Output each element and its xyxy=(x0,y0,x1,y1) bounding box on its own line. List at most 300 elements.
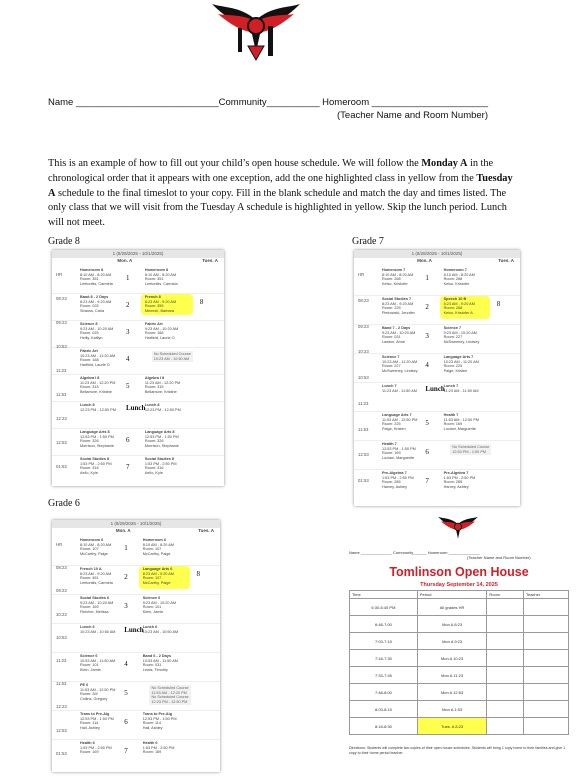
monday-class-line: Room: 227 xyxy=(382,364,401,369)
monday-class-line: Kelso, Kristofer xyxy=(382,281,408,286)
tuesday-class-line: Room: 268 xyxy=(443,306,463,311)
time-slot: 12:53 xyxy=(358,452,369,458)
row-divider xyxy=(52,739,220,740)
monday-class-line: 10:23 AM - 11:20 AM xyxy=(80,353,116,358)
tuesday-class-line: 10:23 AM - 10:50 AM xyxy=(142,629,179,634)
tuesday-class-line: Science 7 xyxy=(443,326,462,330)
time-slot: 12:23 xyxy=(56,704,67,710)
monday-class-line: Aello, Kyle xyxy=(80,470,98,475)
oh-period: All grades HR xyxy=(417,599,486,616)
tuesday-class-line: 12:53 PM - 1:50 PM xyxy=(142,716,177,721)
row-divider xyxy=(354,440,520,441)
highlight-number: 8 xyxy=(496,300,501,308)
time-slot: 12:23 xyxy=(56,416,67,421)
time-slot: 12:53 xyxy=(56,727,67,733)
period-number: 3 xyxy=(125,328,130,336)
monday-class-line: Social Studies 8 xyxy=(80,457,110,461)
tuesday-class-line: McCarthy, Paige xyxy=(142,551,171,556)
time-slot: 08:23 xyxy=(358,297,369,303)
time-slot: 09:23 xyxy=(358,323,369,329)
time-slot: 01:53 xyxy=(56,464,67,469)
tuesday-class-line: Language Arts 7 xyxy=(443,355,474,359)
oh-title: Tomlinson Open House xyxy=(389,565,529,579)
monday-class-line: Band 7 - 2 Days xyxy=(382,326,411,330)
time-slot: 09:23 xyxy=(56,588,67,594)
time-slot: 11:23 xyxy=(56,368,67,373)
tuesday-class-line: Room: 316 xyxy=(144,466,164,471)
row-divider xyxy=(354,469,520,470)
monday-class-line: Morrison, Stephanie xyxy=(80,443,114,448)
monday-class-line: Language Arts 8 xyxy=(80,430,110,434)
monday-class-line: Science 7 xyxy=(382,355,400,359)
tuesday-class xyxy=(145,295,176,313)
tuesday-class-line: Bellamore, Kristine xyxy=(144,389,177,394)
row-divider xyxy=(52,565,220,566)
tuesday-class-line: Homeroom 7 xyxy=(443,268,467,272)
period-number: 2 xyxy=(125,301,130,309)
tuesday-class-line: 8:10 AM - 8:20 AM xyxy=(142,542,174,547)
period-number: 5 xyxy=(124,689,128,697)
tuesday-class xyxy=(143,596,176,614)
instructions-paragraph: This is an example of how to fill out your child’s open house schedule. We will follow the Monday A in the chronological order that it appears with one exception, add the one highlighted class in yellow from the Tuesday A schedule to the final timeslot to your copy. Fill in the blank schedule and match the day and times listed. The only class that we will visit from the Tuesday A schedule is highlighted in yellow. Skip the lunch period. Lunch will not meet. xyxy=(48,158,513,229)
monday-class xyxy=(80,654,115,672)
row-divider xyxy=(52,293,224,294)
monday-class-line: Room: 326 xyxy=(80,439,99,444)
time-slot: 11:23 xyxy=(358,400,369,406)
tuesday-class xyxy=(143,712,177,730)
monday-class xyxy=(382,297,415,315)
row-divider xyxy=(52,710,220,711)
oh-row xyxy=(350,599,569,616)
monday-class-line: Klein, Jamie xyxy=(80,667,101,672)
monday-class xyxy=(382,442,416,460)
ns-line: 11:53 AM - 12:20 PM xyxy=(151,690,187,695)
monday-class xyxy=(80,430,114,448)
oh-time: 6:48-7:00 xyxy=(350,616,418,633)
ns-line: 10:23 AM - 10:50 AM xyxy=(153,356,190,361)
tuesday-header: Tues. A xyxy=(202,258,218,263)
monday-class-line: Room: 351 xyxy=(80,277,99,282)
oh-teacher xyxy=(523,684,568,701)
oh-time: 8:03-8:15 xyxy=(350,701,418,718)
monday-class-line: Pre-Algebra 7 xyxy=(382,471,407,475)
time-slot: 11:53 xyxy=(56,681,67,687)
row-divider xyxy=(52,623,220,624)
period-number: 2 xyxy=(425,303,429,311)
lunch-label: Lunch xyxy=(425,385,445,393)
oh-name-line: Name ______________ Community______ Homeroom ______________ (Teacher Name and Room Number) xyxy=(349,550,531,560)
row-divider xyxy=(52,681,220,682)
monday-class xyxy=(80,457,112,475)
tuesday-class-line: Room: 315 xyxy=(144,385,164,390)
time-slot: 09:23 xyxy=(56,320,67,325)
tuesday-class-line: Harvey, Ashley xyxy=(443,484,469,489)
monday-class-line: Room: 451 xyxy=(80,576,99,581)
oh-room xyxy=(487,599,524,616)
oh-room xyxy=(487,684,524,701)
monday-class-line: McSweeney, Lindsey xyxy=(382,368,418,373)
tuesday-class-line: 11:23 AM - 11:50 AM xyxy=(443,388,479,393)
monday-class-line: Homeroom 6 xyxy=(80,538,104,542)
oh-teacher xyxy=(523,599,568,616)
tuesday-class-line: 1:53 PM - 2:50 PM xyxy=(144,461,177,466)
row-divider xyxy=(354,324,520,325)
tuesday-class-line: 1:53 PM - 2:50 PM xyxy=(142,745,175,750)
monday-class-line: Fletcher, Melissa xyxy=(80,609,109,614)
tuesday-class-line: Health 7 xyxy=(443,413,459,417)
monday-class-line: 12:23 PM - 12:50 PM xyxy=(80,407,116,412)
monday-class-line: Science 6 xyxy=(80,654,98,658)
row-divider xyxy=(52,374,224,375)
monday-class-line: Trans to Pre-Alg xyxy=(80,712,110,716)
oh-teacher xyxy=(523,616,568,633)
no-scheduled-course xyxy=(152,351,193,362)
tuesday-class-line: Room: 355 xyxy=(144,304,164,309)
monday-class xyxy=(382,471,414,489)
oh-period: Mon A 11:23 xyxy=(417,667,486,684)
tuesday-class-line: Social Studies 8 xyxy=(144,457,174,461)
row-divider xyxy=(52,428,224,429)
grade-7-schedule xyxy=(354,250,520,506)
period-number: 6 xyxy=(124,718,128,726)
tuesday-class-line: 8:23 AM - 9:20 AM xyxy=(142,571,174,576)
tuesday-class-line: 1:53 PM - 2:50 PM xyxy=(443,475,476,480)
tuesday-class-line: Lunch 6 xyxy=(142,625,158,629)
tuesday-class-line: 10:23 AM - 11:20 AM xyxy=(443,359,479,364)
tuesday-class xyxy=(143,741,175,755)
tuesday-class-line: 11:23 AM - 12:20 PM xyxy=(144,380,181,385)
monday-class-line: Social Studies 6 xyxy=(80,596,110,600)
time-slot: 11:53 xyxy=(56,392,67,397)
tuesday-class-line: Klein, Jamie xyxy=(142,609,164,614)
monday-class-line: 8:23 AM - 9:20 AM xyxy=(80,571,112,576)
tuesday-class-line: Language Arts 8 xyxy=(144,430,175,434)
time-slot: 11:23 xyxy=(56,658,67,663)
monday-class-line: Social Studies 7 xyxy=(382,297,412,301)
monday-class-line: Algebra I 8 xyxy=(80,376,100,380)
row-divider xyxy=(52,401,224,402)
grade-7-label: Grade 7 xyxy=(352,236,384,247)
tuesday-class-line: Room: 351 xyxy=(144,277,164,282)
monday-class-line: Room: 025 xyxy=(80,331,99,336)
tuesday-class-line: 8:10 AM - 8:20 AM xyxy=(443,272,475,277)
no-scheduled-course xyxy=(149,685,190,705)
monday-class-line: Bellamore, Kristine xyxy=(80,389,112,394)
tuesday-class-line: Room: 285 xyxy=(443,480,463,485)
monday-class-line: 10:23 AM - 11:20 AM xyxy=(382,359,418,364)
monday-class-line: Room: 107 xyxy=(80,547,99,552)
period-number: 7 xyxy=(425,477,429,485)
ns-line: No Scheduled Course xyxy=(151,686,189,690)
tuesday-class xyxy=(143,567,174,585)
period-number: 3 xyxy=(425,332,429,340)
tuesday-class-line: 12:53 PM - 1:50 PM xyxy=(144,434,179,439)
monday-class xyxy=(80,596,113,614)
monday-class xyxy=(382,326,415,344)
tuesday-class xyxy=(143,538,174,556)
monday-class-line: Leetonitis, Carmela xyxy=(80,281,113,286)
oh-period: Mon A 1:53 xyxy=(417,701,486,718)
tuesday-class-line: Room: 169 xyxy=(443,422,463,427)
schedule-term-bar: 1 (8/28/2025 - 10/1/2025) xyxy=(354,250,520,258)
tuesday-class-line: Lunch 7 xyxy=(443,384,459,388)
monday-class-line: 1:53 PM - 2:50 PM xyxy=(80,745,112,750)
period-number: 1 xyxy=(425,274,429,282)
teacher-note: (Teacher Name and Room Number) xyxy=(337,110,489,121)
school-eagle-logo-small xyxy=(435,516,481,544)
oh-time: 7:33-7:45 xyxy=(350,667,418,684)
tuesday-class-line: Menesh, Barbara xyxy=(144,308,175,313)
tuesday-class xyxy=(143,654,178,672)
monday-class-line: Luciani, Marguerite xyxy=(382,455,415,460)
time-slot: 10:53 xyxy=(358,375,369,381)
row-divider xyxy=(354,295,520,296)
tuesday-class-line: Pre-Algebra 7 xyxy=(443,471,469,475)
no-scheduled-course xyxy=(450,444,491,455)
period-number: 4 xyxy=(125,355,130,363)
time-slot: 10:23 xyxy=(358,349,369,355)
monday-class-line: Room: 285 xyxy=(382,480,401,485)
monday-class-line: Room: 169 xyxy=(382,451,401,456)
tuesday-class-line: 8:10 AM - 8:20 AM xyxy=(144,272,177,277)
row-divider xyxy=(52,652,220,653)
tuesday-class xyxy=(145,376,180,394)
monday-class-line: Lawton, Anne xyxy=(382,339,406,344)
tuesday-class-line: 11:53 AM - 12:50 PM xyxy=(443,417,480,422)
monday-class-line: Hall, Ashley xyxy=(80,725,100,730)
tuesday-class-line: McSweeney, Lindsey xyxy=(443,339,480,344)
tuesday-class xyxy=(444,297,475,315)
monday-class-line: 1:53 PM - 2:50 PM xyxy=(382,475,414,480)
tuesday-class-line: Room: 107 xyxy=(142,547,162,552)
monday-class xyxy=(80,567,113,585)
ns-line: 12:53 PM - 1:50 PM xyxy=(452,449,487,454)
monday-class-line: Room: 031 xyxy=(382,335,401,340)
monday-class-line: Fabric Art xyxy=(80,349,98,353)
monday-class-line: Harvey, Ashley xyxy=(382,484,408,489)
tuesday-class-line: French 8 xyxy=(144,295,161,299)
monday-class-line: Collins, Gregory xyxy=(80,696,108,701)
row-divider xyxy=(52,594,220,595)
oh-teacher xyxy=(523,718,568,735)
highlight-number: 8 xyxy=(196,570,200,578)
row-divider xyxy=(52,320,224,321)
tuesday-class-line: Health 6 xyxy=(142,741,158,745)
monday-class-line: Room: 169 xyxy=(80,750,99,755)
row-divider xyxy=(354,411,520,412)
oh-row xyxy=(350,616,569,633)
period-number: 4 xyxy=(124,660,128,668)
tuesday-class xyxy=(145,457,177,475)
monday-class-line: Room: 268 xyxy=(382,277,401,282)
time-slot: 08:23 xyxy=(56,296,67,301)
time-slot: 10:53 xyxy=(56,634,67,640)
tuesday-class-line: 9:23 AM - 10:20 AM xyxy=(142,600,177,605)
tuesday-class-line: 10:53 AM - 11:50 AM xyxy=(142,658,178,663)
tuesday-class-line: Kelso, Kristofer A xyxy=(443,310,473,315)
ns-line: No Scheduled Course xyxy=(151,695,189,700)
ns-line: 12:23 PM - 12:50 PM xyxy=(151,699,188,704)
grade-6-label: Grade 6 xyxy=(48,498,80,509)
oh-room xyxy=(487,718,524,735)
monday-class xyxy=(80,538,111,556)
monday-class-line: Room: 169 xyxy=(80,605,99,610)
monday-class-line: Room: 316 xyxy=(80,466,99,471)
monday-header: Mon. A xyxy=(417,258,432,263)
time-slot: 10:23 xyxy=(56,611,67,617)
monday-class-line: Room: 225 xyxy=(382,306,401,311)
oh-row xyxy=(350,718,569,735)
oh-directions: Directions: Students will complete two copies of their open house schedules. Students will bring 1 copy home to their families and give 1 copy to their home period teacher. xyxy=(349,746,566,755)
row-divider xyxy=(52,455,224,456)
schedule-term-bar: 1 (8/29/2025 - 10/1/2025) xyxy=(52,520,220,528)
monday-class-line: Leetonitis, Carmela xyxy=(80,580,113,585)
period-number: 3 xyxy=(124,602,128,610)
period-number: 5 xyxy=(425,419,429,427)
monday-class-line: 8:23 AM - 9:20 AM xyxy=(80,299,112,304)
row-divider xyxy=(354,353,520,354)
oh-time: 7:48-8:00 xyxy=(350,684,418,701)
tuesday-class-line: Science 6 xyxy=(142,596,161,600)
oh-period: Mon A 12:53 xyxy=(417,684,486,701)
tuesday-class-line: Language Arts 6 xyxy=(142,567,173,571)
monday-class xyxy=(80,625,115,634)
oh-row xyxy=(350,701,569,718)
monday-class xyxy=(80,349,115,367)
tuesday-class-line: Fabric Art xyxy=(144,322,163,326)
monday-class-line: Room: 168 xyxy=(80,358,99,363)
tuesday-class xyxy=(444,471,476,489)
monday-class-line: PE 6 xyxy=(80,683,89,687)
monday-class-line: Lunch 8 xyxy=(80,403,95,407)
oh-date: Thursday September 14, 2025 xyxy=(420,582,498,588)
monday-header: Mon. A xyxy=(115,528,131,533)
monday-class-line: Room: 315 xyxy=(80,385,99,390)
oh-time: 7:18-7:30 xyxy=(350,650,418,667)
monday-class-line: Strauss, Carla xyxy=(80,308,105,313)
tuesday-class-line: Room: 031 xyxy=(142,663,162,668)
monday-class-line: Band 8 - 2 Days xyxy=(80,295,109,299)
monday-class xyxy=(80,403,116,412)
monday-class-line: Harfield, Laurie O xyxy=(80,362,110,367)
monday-class-line: Health 7 xyxy=(382,442,397,446)
oh-teacher xyxy=(523,650,568,667)
tuesday-class-line: Algebra I 8 xyxy=(144,376,165,380)
oh-teacher xyxy=(523,633,568,650)
period-number: 2 xyxy=(124,573,128,581)
oh-time: 8:18-8:30 xyxy=(350,718,418,735)
oh-room xyxy=(487,650,524,667)
ns-line: No Scheduled Course xyxy=(153,352,191,356)
oh-room xyxy=(487,616,524,633)
monday-class-line: Science 8 xyxy=(80,322,98,326)
monday-class-line: 8:10 AM - 8:20 AM xyxy=(382,272,414,277)
monday-class-line: Lunch 6 xyxy=(80,625,95,629)
tuesday-class-line: 12:23 PM - 12:50 PM xyxy=(144,407,181,412)
lunch-label: Lunch xyxy=(124,626,144,634)
tuesday-class-line: Harfield, Laurie O xyxy=(144,335,175,340)
monday-header: Mon. A xyxy=(117,258,133,263)
monday-class-line: Homeroom 7 xyxy=(382,268,406,272)
monday-class-line: French 10 A xyxy=(80,567,102,571)
monday-class-line: 12:53 PM - 1:50 PM xyxy=(80,434,114,439)
tuesday-class xyxy=(444,268,475,286)
tuesday-class xyxy=(145,403,181,412)
tuesday-class-line: Lunch 8 xyxy=(144,403,160,407)
school-eagle-logo xyxy=(210,2,302,64)
monday-class-line: 9:23 AM - 10:20 AM xyxy=(80,326,114,331)
tuesday-class xyxy=(143,625,178,634)
monday-class-line: 11:23 AM - 11:50 AM xyxy=(382,388,417,393)
monday-class-line: 12:53 PM - 1:50 PM xyxy=(382,446,416,451)
period-number: 7 xyxy=(125,463,130,471)
tuesday-class xyxy=(444,413,479,431)
monday-class-line: 10:23 AM - 10:50 AM xyxy=(80,629,116,634)
oh-col-header: Teacher xyxy=(523,591,568,599)
monday-class-line: Room: 2M xyxy=(80,692,98,697)
monday-class-line: 9:23 AM - 10:20 AM xyxy=(382,330,416,335)
monday-class-line: Lunch 7 xyxy=(382,384,397,388)
tuesday-class xyxy=(145,268,178,286)
monday-class-line: 8:23 AM - 9:20 AM xyxy=(382,301,414,306)
tuesday-class-line: Paige, Kristen xyxy=(443,368,468,373)
tuesday-class-line: Room: 225 xyxy=(443,364,463,369)
monday-class xyxy=(80,683,115,701)
monday-class-line: 11:53 AM - 12:50 PM xyxy=(382,417,418,422)
tuesday-class-line: 8:23 AM - 9:20 AM xyxy=(144,299,177,304)
monday-class-line: 11:53 AM - 12:50 PM xyxy=(80,687,116,692)
monday-class xyxy=(80,376,115,394)
oh-col-header: Time xyxy=(350,591,418,599)
monday-class-line: Health 6 xyxy=(80,741,95,745)
monday-class xyxy=(80,295,111,313)
tuesday-class-line: Speech 10 B xyxy=(443,297,467,301)
grade-8-label: Grade 8 xyxy=(48,236,80,247)
monday-class-line: Room: 101 xyxy=(80,663,99,668)
oh-period: Tues. A 8:23 xyxy=(417,718,486,735)
monday-class-line: Heilly, Kaitlyn xyxy=(80,335,103,340)
time-slot: HR xyxy=(56,272,63,277)
oh-teacher xyxy=(523,701,568,718)
oh-col-header: Room xyxy=(487,591,524,599)
monday-class-line: McCarthy, Paige xyxy=(80,551,108,556)
tuesday-class-line: McCarthy, Paige xyxy=(142,580,171,585)
row-divider xyxy=(52,347,224,348)
monday-class-line: 11:23 AM - 12:20 PM xyxy=(80,380,116,385)
period-number: 5 xyxy=(125,382,130,390)
tuesday-class xyxy=(444,384,479,393)
oh-period: Mon A 9:23 xyxy=(417,633,486,650)
monday-class xyxy=(382,384,417,393)
tuesday-class-line: Room: 101 xyxy=(142,605,162,610)
tuesday-class-line: Band 6 - 2 Days xyxy=(142,654,171,658)
monday-class xyxy=(382,413,417,431)
time-slot: 12:53 xyxy=(56,440,67,445)
monday-class-line: Homeroom 8 xyxy=(80,268,104,272)
time-slot: HR xyxy=(358,272,365,277)
tuesday-class-line: Kelso, Kristofer xyxy=(443,281,470,286)
monday-class-line: 8:10 AM - 8:20 AM xyxy=(80,272,112,277)
grade-6-schedule xyxy=(52,520,220,772)
oh-room xyxy=(487,667,524,684)
tuesday-class-line: Aello, Kyle xyxy=(144,470,163,475)
time-slot: HR xyxy=(56,542,63,547)
time-slot: 10:53 xyxy=(56,344,67,349)
period-number: 6 xyxy=(425,448,429,456)
tuesday-class-line: 8:23 AM - 9:20 AM xyxy=(443,301,475,306)
oh-period: Mon A 10:23 xyxy=(417,650,486,667)
tuesday-class xyxy=(444,326,480,344)
